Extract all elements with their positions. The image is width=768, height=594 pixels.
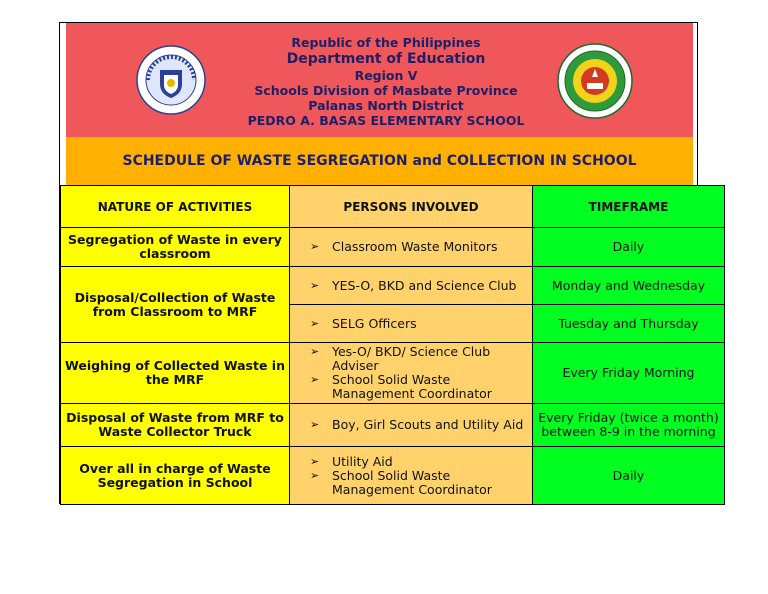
schedule-table xyxy=(60,185,725,505)
person-item: ➢ School Solid Waste Management Coordinator xyxy=(310,373,528,401)
table-row xyxy=(61,267,725,305)
persons-cell xyxy=(290,228,533,267)
activity-cell: Over all in charge of Waste Segregation in School xyxy=(61,447,290,505)
timeframe-cell: Daily xyxy=(533,447,725,505)
person-item: ➢ YES-O, BKD and Science Club xyxy=(310,279,528,293)
division-line: Schools Division of Masbate Province xyxy=(254,83,518,98)
timeframe-cell: Daily xyxy=(533,228,725,267)
timeframe-cell: Every Friday (twice a month) between 8-9 in the morning xyxy=(533,404,725,447)
letterhead xyxy=(66,23,693,137)
document-page xyxy=(59,22,719,504)
person-item: ➢ School Solid Waste Management Coordinator xyxy=(310,469,528,497)
persons-cell xyxy=(290,267,533,305)
district-line: Palanas North District xyxy=(308,98,464,113)
header-activities: NATURE OF ACTIVITIES xyxy=(61,186,290,228)
school-seal-logo xyxy=(557,43,633,119)
persons-cell xyxy=(290,343,533,404)
activity-cell: Disposal/Collection of Waste from Classroom to MRF xyxy=(61,267,290,343)
person-item: ➢ Classroom Waste Monitors xyxy=(310,240,528,254)
republic-line: Republic of the Philippines xyxy=(291,35,481,50)
persons-cell xyxy=(290,404,533,447)
table-row xyxy=(61,447,725,505)
schedule-title: SCHEDULE OF WASTE SEGREGATION and COLLECTION IN SCHOOL xyxy=(66,137,693,185)
timeframe-cell: Every Friday Morning xyxy=(533,343,725,404)
header-persons: PERSONS INVOLVED xyxy=(290,186,533,228)
department-line: Department of Education xyxy=(286,51,486,67)
header-timeframe: TIMEFRAME xyxy=(533,186,725,228)
persons-cell xyxy=(290,447,533,505)
table-row xyxy=(61,404,725,447)
table-header-row xyxy=(61,186,725,228)
person-item: ➢ Boy, Girl Scouts and Utility Aid xyxy=(310,418,528,432)
person-item: ➢ SELG Officers xyxy=(310,317,528,331)
timeframe-cell: Monday and Wednesday xyxy=(533,267,725,305)
person-item: ➢ Yes-O/ BKD/ Science Club Adviser xyxy=(310,345,528,373)
activity-cell: Weighing of Collected Waste in the MRF xyxy=(61,343,290,404)
letterhead-text xyxy=(186,35,586,128)
timeframe-cell: Tuesday and Thursday xyxy=(533,305,725,343)
persons-cell xyxy=(290,305,533,343)
table-row xyxy=(61,343,725,404)
activity-cell: Segregation of Waste in every classroom xyxy=(61,228,290,267)
region-line: Region V xyxy=(354,68,418,83)
activity-cell: Disposal of Waste from MRF to Waste Collector Truck xyxy=(61,404,290,447)
person-item: ➢ Utility Aid xyxy=(310,455,528,469)
school-name-line: PEDRO A. BASAS ELEMENTARY SCHOOL xyxy=(247,113,525,128)
table-row xyxy=(61,228,725,267)
